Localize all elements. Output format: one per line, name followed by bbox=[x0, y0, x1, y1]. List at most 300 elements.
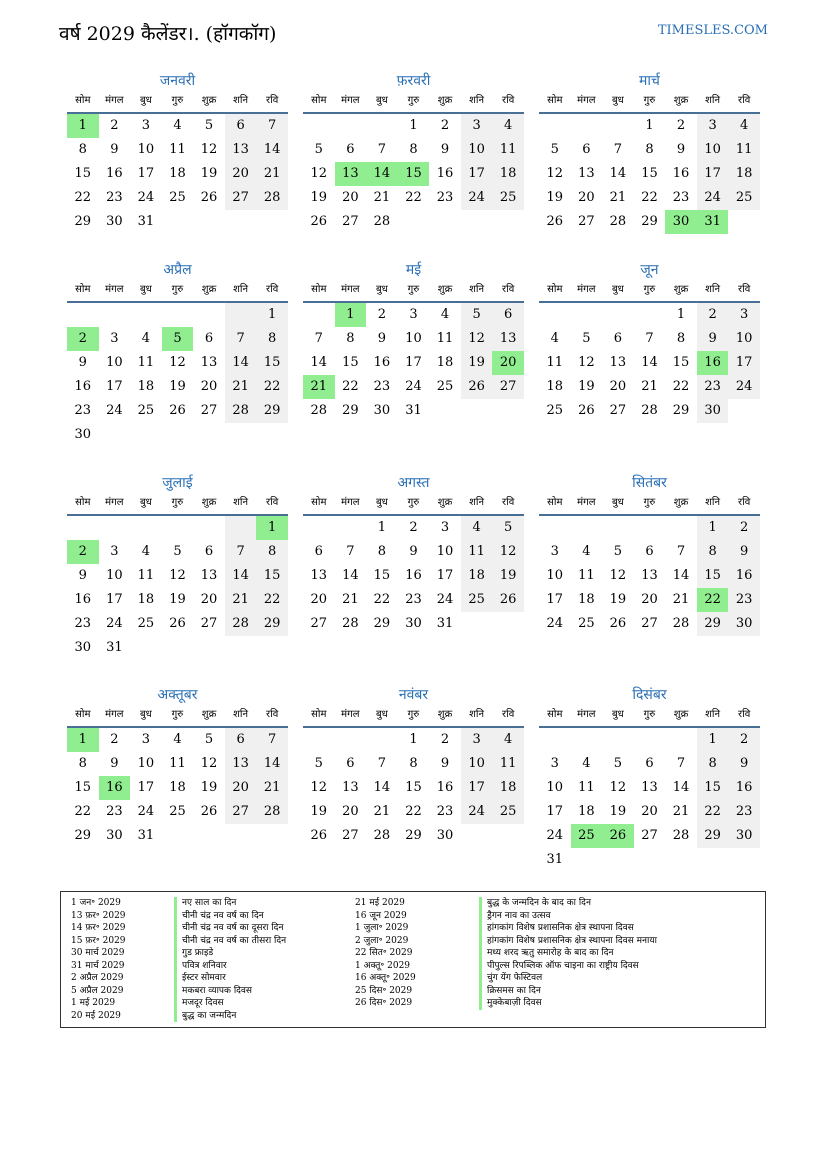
day-cell[interactable]: 7 bbox=[377, 756, 387, 771]
day-cell[interactable]: 21 bbox=[256, 776, 288, 800]
day-cell[interactable]: 5 bbox=[314, 756, 323, 771]
day-cell[interactable]: 24 bbox=[405, 379, 422, 394]
day-cell[interactable]: 2 bbox=[728, 516, 760, 540]
day-cell[interactable]: 24 bbox=[106, 403, 123, 418]
day-cell[interactable]: 14 bbox=[641, 355, 658, 370]
day-cell[interactable]: 17 bbox=[106, 592, 123, 607]
day-cell[interactable]: 20 bbox=[342, 190, 359, 205]
day-cell[interactable]: 3 bbox=[440, 520, 450, 535]
day-cell[interactable]: 11 bbox=[728, 138, 760, 162]
day-cell[interactable]: 21 bbox=[373, 190, 391, 205]
day-cell[interactable]: 13 bbox=[200, 355, 218, 370]
day-cell[interactable]: 24 bbox=[137, 190, 155, 205]
day-cell[interactable]: 25 bbox=[137, 616, 155, 631]
day-cell[interactable]: 25 bbox=[461, 588, 493, 612]
day-cell[interactable]: 27 bbox=[225, 800, 257, 824]
day-cell[interactable]: 5 bbox=[314, 142, 323, 157]
day-cell[interactable]: 5 bbox=[613, 756, 623, 771]
day-cell[interactable]: 27 bbox=[342, 828, 359, 843]
day-cell[interactable]: 11 bbox=[137, 355, 155, 370]
day-cell[interactable]: 8 bbox=[78, 756, 87, 771]
day-cell[interactable]: 23 bbox=[106, 804, 123, 819]
day-cell[interactable]: 27 bbox=[641, 828, 658, 843]
day-cell[interactable]: 6 bbox=[645, 544, 654, 559]
day-cell[interactable]: 15 bbox=[697, 564, 729, 588]
day-cell[interactable]: 14 bbox=[225, 564, 257, 588]
day-cell[interactable]: 6 bbox=[225, 728, 257, 752]
day-cell[interactable]: 13 bbox=[225, 138, 257, 162]
day-cell[interactable]: 11 bbox=[492, 138, 524, 162]
day-cell[interactable]: 25 bbox=[169, 190, 186, 205]
day-cell[interactable]: 31 bbox=[405, 403, 422, 418]
day-cell[interactable]: 25 bbox=[578, 616, 595, 631]
day-cell[interactable]: 5 bbox=[613, 544, 623, 559]
day-cell[interactable]: 9 bbox=[110, 142, 119, 157]
day-cell[interactable]: 31 bbox=[436, 616, 454, 631]
day-cell[interactable]: 4 bbox=[141, 544, 151, 559]
holiday-day-cell[interactable]: 2 bbox=[67, 327, 99, 351]
day-cell[interactable]: 3 bbox=[141, 732, 151, 747]
day-cell[interactable]: 18 bbox=[578, 804, 595, 819]
day-cell[interactable]: 12 bbox=[200, 756, 218, 771]
day-cell[interactable]: 5 bbox=[550, 142, 559, 157]
day-cell[interactable]: 25 bbox=[137, 403, 155, 418]
day-cell[interactable]: 15 bbox=[697, 776, 729, 800]
day-cell[interactable]: 14 bbox=[672, 568, 690, 583]
day-cell[interactable]: 18 bbox=[728, 162, 760, 186]
day-cell[interactable]: 4 bbox=[440, 307, 450, 322]
day-cell[interactable]: 6 bbox=[492, 303, 524, 327]
day-cell[interactable]: 5 bbox=[204, 118, 214, 133]
day-cell[interactable]: 20 bbox=[342, 804, 359, 819]
day-cell[interactable]: 2 bbox=[110, 732, 119, 747]
day-cell[interactable]: 2 bbox=[728, 728, 760, 752]
day-cell[interactable]: 9 bbox=[728, 752, 760, 776]
day-cell[interactable]: 25 bbox=[169, 804, 186, 819]
day-cell[interactable]: 15 bbox=[74, 780, 92, 795]
day-cell[interactable]: 26 bbox=[461, 375, 493, 399]
day-cell[interactable]: 28 bbox=[256, 186, 288, 210]
holiday-day-cell[interactable]: 1 bbox=[335, 303, 367, 327]
day-cell[interactable]: 10 bbox=[106, 568, 123, 583]
day-cell[interactable]: 23 bbox=[697, 375, 729, 399]
day-cell[interactable]: 27 bbox=[342, 214, 359, 229]
day-cell[interactable]: 14 bbox=[256, 138, 288, 162]
day-cell[interactable]: 7 bbox=[346, 544, 355, 559]
holiday-day-cell[interactable]: 26 bbox=[602, 824, 634, 848]
day-cell[interactable]: 16 bbox=[74, 592, 92, 607]
day-cell[interactable]: 4 bbox=[141, 331, 151, 346]
day-cell[interactable]: 7 bbox=[225, 327, 257, 351]
day-cell[interactable]: 6 bbox=[346, 142, 355, 157]
day-cell[interactable]: 9 bbox=[697, 327, 729, 351]
day-cell[interactable]: 23 bbox=[373, 379, 391, 394]
day-cell[interactable]: 15 bbox=[641, 166, 658, 181]
day-cell[interactable]: 4 bbox=[582, 544, 591, 559]
day-cell[interactable]: 4 bbox=[492, 728, 524, 752]
day-cell[interactable]: 11 bbox=[578, 568, 595, 583]
holiday-day-cell[interactable]: 21 bbox=[303, 375, 335, 399]
day-cell[interactable]: 26 bbox=[200, 804, 218, 819]
holiday-day-cell[interactable]: 2 bbox=[67, 540, 99, 564]
day-cell[interactable]: 2 bbox=[110, 118, 119, 133]
day-cell[interactable]: 6 bbox=[204, 544, 214, 559]
day-cell[interactable]: 3 bbox=[697, 114, 729, 138]
day-cell[interactable]: 28 bbox=[342, 616, 359, 631]
day-cell[interactable]: 27 bbox=[310, 616, 328, 631]
day-cell[interactable]: 1 bbox=[676, 307, 686, 322]
day-cell[interactable]: 8 bbox=[256, 540, 288, 564]
day-cell[interactable]: 11 bbox=[137, 568, 155, 583]
day-cell[interactable]: 17 bbox=[461, 162, 493, 186]
day-cell[interactable]: 14 bbox=[672, 780, 690, 795]
day-cell[interactable]: 9 bbox=[440, 142, 450, 157]
day-cell[interactable]: 20 bbox=[200, 379, 218, 394]
day-cell[interactable]: 19 bbox=[578, 379, 595, 394]
day-cell[interactable]: 28 bbox=[225, 612, 257, 636]
day-cell[interactable]: 2 bbox=[409, 520, 418, 535]
day-cell[interactable]: 1 bbox=[409, 118, 418, 133]
day-cell[interactable]: 8 bbox=[78, 142, 87, 157]
day-cell[interactable]: 2 bbox=[440, 732, 450, 747]
day-cell[interactable]: 17 bbox=[461, 776, 493, 800]
day-cell[interactable]: 12 bbox=[492, 540, 524, 564]
day-cell[interactable]: 8 bbox=[645, 142, 654, 157]
day-cell[interactable]: 22 bbox=[697, 800, 729, 824]
day-cell[interactable]: 23 bbox=[74, 616, 92, 631]
day-cell[interactable]: 23 bbox=[672, 190, 690, 205]
day-cell[interactable]: 21 bbox=[641, 379, 658, 394]
day-cell[interactable]: 4 bbox=[461, 516, 493, 540]
day-cell[interactable]: 24 bbox=[137, 804, 155, 819]
day-cell[interactable]: 5 bbox=[204, 732, 214, 747]
day-cell[interactable]: 10 bbox=[546, 568, 564, 583]
day-cell[interactable]: 10 bbox=[461, 138, 493, 162]
day-cell[interactable]: 30 bbox=[436, 828, 454, 843]
day-cell[interactable]: 2 bbox=[377, 307, 387, 322]
day-cell[interactable]: 17 bbox=[137, 780, 155, 795]
day-cell[interactable]: 21 bbox=[609, 190, 627, 205]
day-cell[interactable]: 26 bbox=[200, 190, 218, 205]
day-cell[interactable]: 20 bbox=[225, 162, 257, 186]
day-cell[interactable]: 18 bbox=[436, 355, 454, 370]
day-cell[interactable]: 1 bbox=[697, 728, 729, 752]
day-cell[interactable]: 3 bbox=[550, 544, 559, 559]
day-cell[interactable]: 22 bbox=[373, 592, 391, 607]
day-cell[interactable]: 8 bbox=[346, 331, 355, 346]
day-cell[interactable]: 14 bbox=[609, 166, 627, 181]
day-cell[interactable]: 16 bbox=[106, 166, 123, 181]
day-cell[interactable]: 26 bbox=[310, 828, 328, 843]
day-cell[interactable]: 15 bbox=[342, 355, 359, 370]
day-cell[interactable]: 25 bbox=[546, 403, 564, 418]
day-cell[interactable]: 30 bbox=[74, 640, 92, 655]
holiday-day-cell[interactable]: 25 bbox=[571, 824, 603, 848]
day-cell[interactable]: 5 bbox=[492, 516, 524, 540]
day-cell[interactable]: 12 bbox=[310, 780, 328, 795]
day-cell[interactable]: 22 bbox=[405, 804, 422, 819]
day-cell[interactable]: 25 bbox=[492, 186, 524, 210]
day-cell[interactable]: 27 bbox=[200, 403, 218, 418]
day-cell[interactable]: 19 bbox=[609, 804, 627, 819]
day-cell[interactable]: 19 bbox=[310, 804, 328, 819]
day-cell[interactable]: 26 bbox=[169, 616, 186, 631]
day-cell[interactable]: 18 bbox=[461, 564, 493, 588]
day-cell[interactable]: 27 bbox=[609, 403, 627, 418]
day-cell[interactable]: 19 bbox=[200, 166, 218, 181]
day-cell[interactable]: 24 bbox=[106, 616, 123, 631]
day-cell[interactable]: 28 bbox=[609, 214, 627, 229]
day-cell[interactable]: 19 bbox=[546, 190, 564, 205]
holiday-day-cell[interactable]: 22 bbox=[697, 588, 729, 612]
day-cell[interactable]: 14 bbox=[225, 351, 257, 375]
day-cell[interactable]: 21 bbox=[672, 804, 690, 819]
day-cell[interactable]: 3 bbox=[461, 114, 493, 138]
day-cell[interactable]: 18 bbox=[492, 162, 524, 186]
day-cell[interactable]: 29 bbox=[256, 612, 288, 636]
day-cell[interactable]: 17 bbox=[436, 568, 454, 583]
day-cell[interactable]: 4 bbox=[173, 118, 182, 133]
day-cell[interactable]: 6 bbox=[225, 114, 257, 138]
day-cell[interactable]: 18 bbox=[169, 166, 186, 181]
day-cell[interactable]: 28 bbox=[310, 403, 328, 418]
day-cell[interactable]: 6 bbox=[582, 142, 591, 157]
day-cell[interactable]: 9 bbox=[78, 355, 87, 370]
day-cell[interactable]: 14 bbox=[256, 752, 288, 776]
day-cell[interactable]: 23 bbox=[106, 190, 123, 205]
day-cell[interactable]: 24 bbox=[436, 592, 454, 607]
day-cell[interactable]: 17 bbox=[546, 804, 564, 819]
day-cell[interactable]: 12 bbox=[169, 568, 186, 583]
day-cell[interactable]: 19 bbox=[461, 351, 493, 375]
day-cell[interactable]: 24 bbox=[461, 800, 493, 824]
day-cell[interactable]: 22 bbox=[256, 375, 288, 399]
day-cell[interactable]: 3 bbox=[461, 728, 493, 752]
day-cell[interactable]: 26 bbox=[169, 403, 186, 418]
day-cell[interactable]: 8 bbox=[409, 142, 418, 157]
day-cell[interactable]: 2 bbox=[697, 303, 729, 327]
day-cell[interactable]: 22 bbox=[405, 190, 422, 205]
day-cell[interactable]: 30 bbox=[106, 214, 123, 229]
day-cell[interactable]: 12 bbox=[169, 355, 186, 370]
day-cell[interactable]: 13 bbox=[641, 780, 658, 795]
day-cell[interactable]: 16 bbox=[672, 166, 690, 181]
day-cell[interactable]: 31 bbox=[137, 214, 155, 229]
day-cell[interactable]: 16 bbox=[436, 166, 454, 181]
day-cell[interactable]: 11 bbox=[461, 540, 493, 564]
day-cell[interactable]: 29 bbox=[342, 403, 359, 418]
day-cell[interactable]: 15 bbox=[256, 564, 288, 588]
day-cell[interactable]: 11 bbox=[492, 752, 524, 776]
day-cell[interactable]: 28 bbox=[256, 800, 288, 824]
day-cell[interactable]: 20 bbox=[225, 776, 257, 800]
day-cell[interactable]: 28 bbox=[672, 616, 690, 631]
day-cell[interactable]: 5 bbox=[461, 303, 493, 327]
day-cell[interactable]: 18 bbox=[546, 379, 564, 394]
day-cell[interactable]: 20 bbox=[641, 804, 658, 819]
day-cell[interactable]: 25 bbox=[728, 186, 760, 210]
day-cell[interactable]: 23 bbox=[405, 592, 422, 607]
day-cell[interactable]: 28 bbox=[672, 828, 690, 843]
day-cell[interactable]: 30 bbox=[373, 403, 391, 418]
day-cell[interactable]: 30 bbox=[74, 427, 92, 442]
day-cell[interactable]: 26 bbox=[546, 214, 564, 229]
day-cell[interactable]: 30 bbox=[728, 612, 760, 636]
day-cell[interactable]: 21 bbox=[225, 375, 257, 399]
day-cell[interactable]: 1 bbox=[697, 516, 729, 540]
day-cell[interactable]: 7 bbox=[676, 544, 686, 559]
day-cell[interactable]: 16 bbox=[74, 379, 92, 394]
day-cell[interactable]: 30 bbox=[728, 824, 760, 848]
day-cell[interactable]: 22 bbox=[74, 190, 92, 205]
day-cell[interactable]: 11 bbox=[578, 780, 595, 795]
day-cell[interactable]: 13 bbox=[310, 568, 328, 583]
day-cell[interactable]: 21 bbox=[225, 588, 257, 612]
day-cell[interactable]: 20 bbox=[641, 592, 658, 607]
day-cell[interactable]: 19 bbox=[492, 564, 524, 588]
day-cell[interactable]: 18 bbox=[137, 379, 155, 394]
day-cell[interactable]: 4 bbox=[492, 114, 524, 138]
holiday-day-cell[interactable]: 31 bbox=[697, 210, 729, 234]
day-cell[interactable]: 18 bbox=[492, 776, 524, 800]
day-cell[interactable]: 24 bbox=[546, 828, 564, 843]
day-cell[interactable]: 17 bbox=[546, 592, 564, 607]
day-cell[interactable]: 19 bbox=[169, 379, 186, 394]
holiday-day-cell[interactable]: 16 bbox=[99, 776, 131, 800]
day-cell[interactable]: 24 bbox=[697, 186, 729, 210]
day-cell[interactable]: 17 bbox=[728, 351, 760, 375]
day-cell[interactable]: 25 bbox=[492, 800, 524, 824]
day-cell[interactable]: 28 bbox=[373, 214, 391, 229]
day-cell[interactable]: 9 bbox=[78, 568, 87, 583]
day-cell[interactable]: 24 bbox=[728, 375, 760, 399]
holiday-day-cell[interactable]: 1 bbox=[256, 516, 288, 540]
day-cell[interactable]: 7 bbox=[645, 331, 654, 346]
day-cell[interactable]: 6 bbox=[204, 331, 214, 346]
day-cell[interactable]: 9 bbox=[409, 544, 418, 559]
day-cell[interactable]: 9 bbox=[728, 540, 760, 564]
day-cell[interactable]: 3 bbox=[110, 331, 119, 346]
day-cell[interactable]: 18 bbox=[169, 780, 186, 795]
day-cell[interactable]: 22 bbox=[641, 190, 658, 205]
day-cell[interactable]: 19 bbox=[200, 780, 218, 795]
day-cell[interactable]: 30 bbox=[405, 616, 422, 631]
day-cell[interactable]: 28 bbox=[373, 828, 391, 843]
day-cell[interactable]: 1 bbox=[377, 520, 387, 535]
day-cell[interactable]: 11 bbox=[169, 142, 186, 157]
day-cell[interactable]: 1 bbox=[645, 118, 654, 133]
day-cell[interactable]: 16 bbox=[373, 355, 391, 370]
day-cell[interactable]: 10 bbox=[697, 138, 729, 162]
day-cell[interactable]: 21 bbox=[672, 592, 690, 607]
day-cell[interactable]: 6 bbox=[346, 756, 355, 771]
day-cell[interactable]: 4 bbox=[582, 756, 591, 771]
day-cell[interactable]: 15 bbox=[373, 568, 391, 583]
holiday-day-cell[interactable]: 20 bbox=[492, 351, 524, 375]
day-cell[interactable]: 20 bbox=[310, 592, 328, 607]
day-cell[interactable]: 27 bbox=[225, 186, 257, 210]
day-cell[interactable]: 7 bbox=[613, 142, 623, 157]
day-cell[interactable]: 12 bbox=[461, 327, 493, 351]
day-cell[interactable]: 30 bbox=[106, 828, 123, 843]
day-cell[interactable]: 13 bbox=[641, 568, 658, 583]
day-cell[interactable]: 10 bbox=[728, 327, 760, 351]
day-cell[interactable]: 3 bbox=[110, 544, 119, 559]
day-cell[interactable]: 23 bbox=[436, 804, 454, 819]
day-cell[interactable]: 31 bbox=[106, 640, 123, 655]
day-cell[interactable]: 7 bbox=[676, 756, 686, 771]
day-cell[interactable]: 12 bbox=[310, 166, 328, 181]
day-cell[interactable]: 26 bbox=[609, 616, 627, 631]
day-cell[interactable]: 17 bbox=[405, 355, 422, 370]
day-cell[interactable]: 8 bbox=[409, 756, 418, 771]
day-cell[interactable]: 9 bbox=[440, 756, 450, 771]
day-cell[interactable]: 3 bbox=[550, 756, 559, 771]
day-cell[interactable]: 6 bbox=[314, 544, 323, 559]
day-cell[interactable]: 24 bbox=[546, 616, 564, 631]
holiday-day-cell[interactable]: 14 bbox=[366, 162, 398, 186]
day-cell[interactable]: 29 bbox=[405, 828, 422, 843]
day-cell[interactable]: 12 bbox=[546, 166, 564, 181]
day-cell[interactable]: 22 bbox=[256, 588, 288, 612]
day-cell[interactable]: 19 bbox=[310, 190, 328, 205]
day-cell[interactable]: 12 bbox=[578, 355, 595, 370]
day-cell[interactable]: 18 bbox=[137, 592, 155, 607]
day-cell[interactable]: 5 bbox=[173, 544, 182, 559]
day-cell[interactable]: 16 bbox=[436, 780, 454, 795]
day-cell[interactable]: 31 bbox=[546, 852, 564, 867]
day-cell[interactable]: 23 bbox=[728, 588, 760, 612]
holiday-day-cell[interactable]: 13 bbox=[335, 162, 367, 186]
day-cell[interactable]: 12 bbox=[609, 780, 627, 795]
day-cell[interactable]: 7 bbox=[256, 728, 288, 752]
day-cell[interactable]: 23 bbox=[728, 800, 760, 824]
day-cell[interactable]: 7 bbox=[314, 331, 323, 346]
day-cell[interactable]: 13 bbox=[200, 568, 218, 583]
holiday-day-cell[interactable]: 16 bbox=[697, 351, 729, 375]
day-cell[interactable]: 14 bbox=[342, 568, 359, 583]
day-cell[interactable]: 13 bbox=[578, 166, 595, 181]
day-cell[interactable]: 6 bbox=[645, 756, 654, 771]
day-cell[interactable]: 30 bbox=[697, 399, 729, 423]
day-cell[interactable]: 8 bbox=[697, 540, 729, 564]
day-cell[interactable]: 6 bbox=[613, 331, 623, 346]
holiday-day-cell[interactable]: 1 bbox=[67, 728, 99, 752]
day-cell[interactable]: 2 bbox=[676, 118, 686, 133]
day-cell[interactable]: 21 bbox=[256, 162, 288, 186]
day-cell[interactable]: 19 bbox=[609, 592, 627, 607]
day-cell[interactable]: 28 bbox=[641, 403, 658, 418]
day-cell[interactable]: 15 bbox=[405, 780, 422, 795]
day-cell[interactable]: 9 bbox=[377, 331, 387, 346]
day-cell[interactable]: 22 bbox=[672, 379, 690, 394]
day-cell[interactable]: 26 bbox=[578, 403, 595, 418]
day-cell[interactable]: 26 bbox=[492, 588, 524, 612]
day-cell[interactable]: 3 bbox=[141, 118, 151, 133]
holiday-day-cell[interactable]: 1 bbox=[67, 114, 99, 138]
day-cell[interactable]: 29 bbox=[373, 616, 391, 631]
day-cell[interactable]: 11 bbox=[436, 331, 454, 346]
day-cell[interactable]: 3 bbox=[409, 307, 418, 322]
day-cell[interactable]: 10 bbox=[137, 756, 155, 771]
day-cell[interactable]: 14 bbox=[310, 355, 328, 370]
day-cell[interactable]: 12 bbox=[609, 568, 627, 583]
day-cell[interactable]: 15 bbox=[256, 351, 288, 375]
day-cell[interactable]: 31 bbox=[137, 828, 155, 843]
day-cell[interactable]: 2 bbox=[440, 118, 450, 133]
day-cell[interactable]: 17 bbox=[137, 166, 155, 181]
day-cell[interactable]: 25 bbox=[436, 379, 454, 394]
